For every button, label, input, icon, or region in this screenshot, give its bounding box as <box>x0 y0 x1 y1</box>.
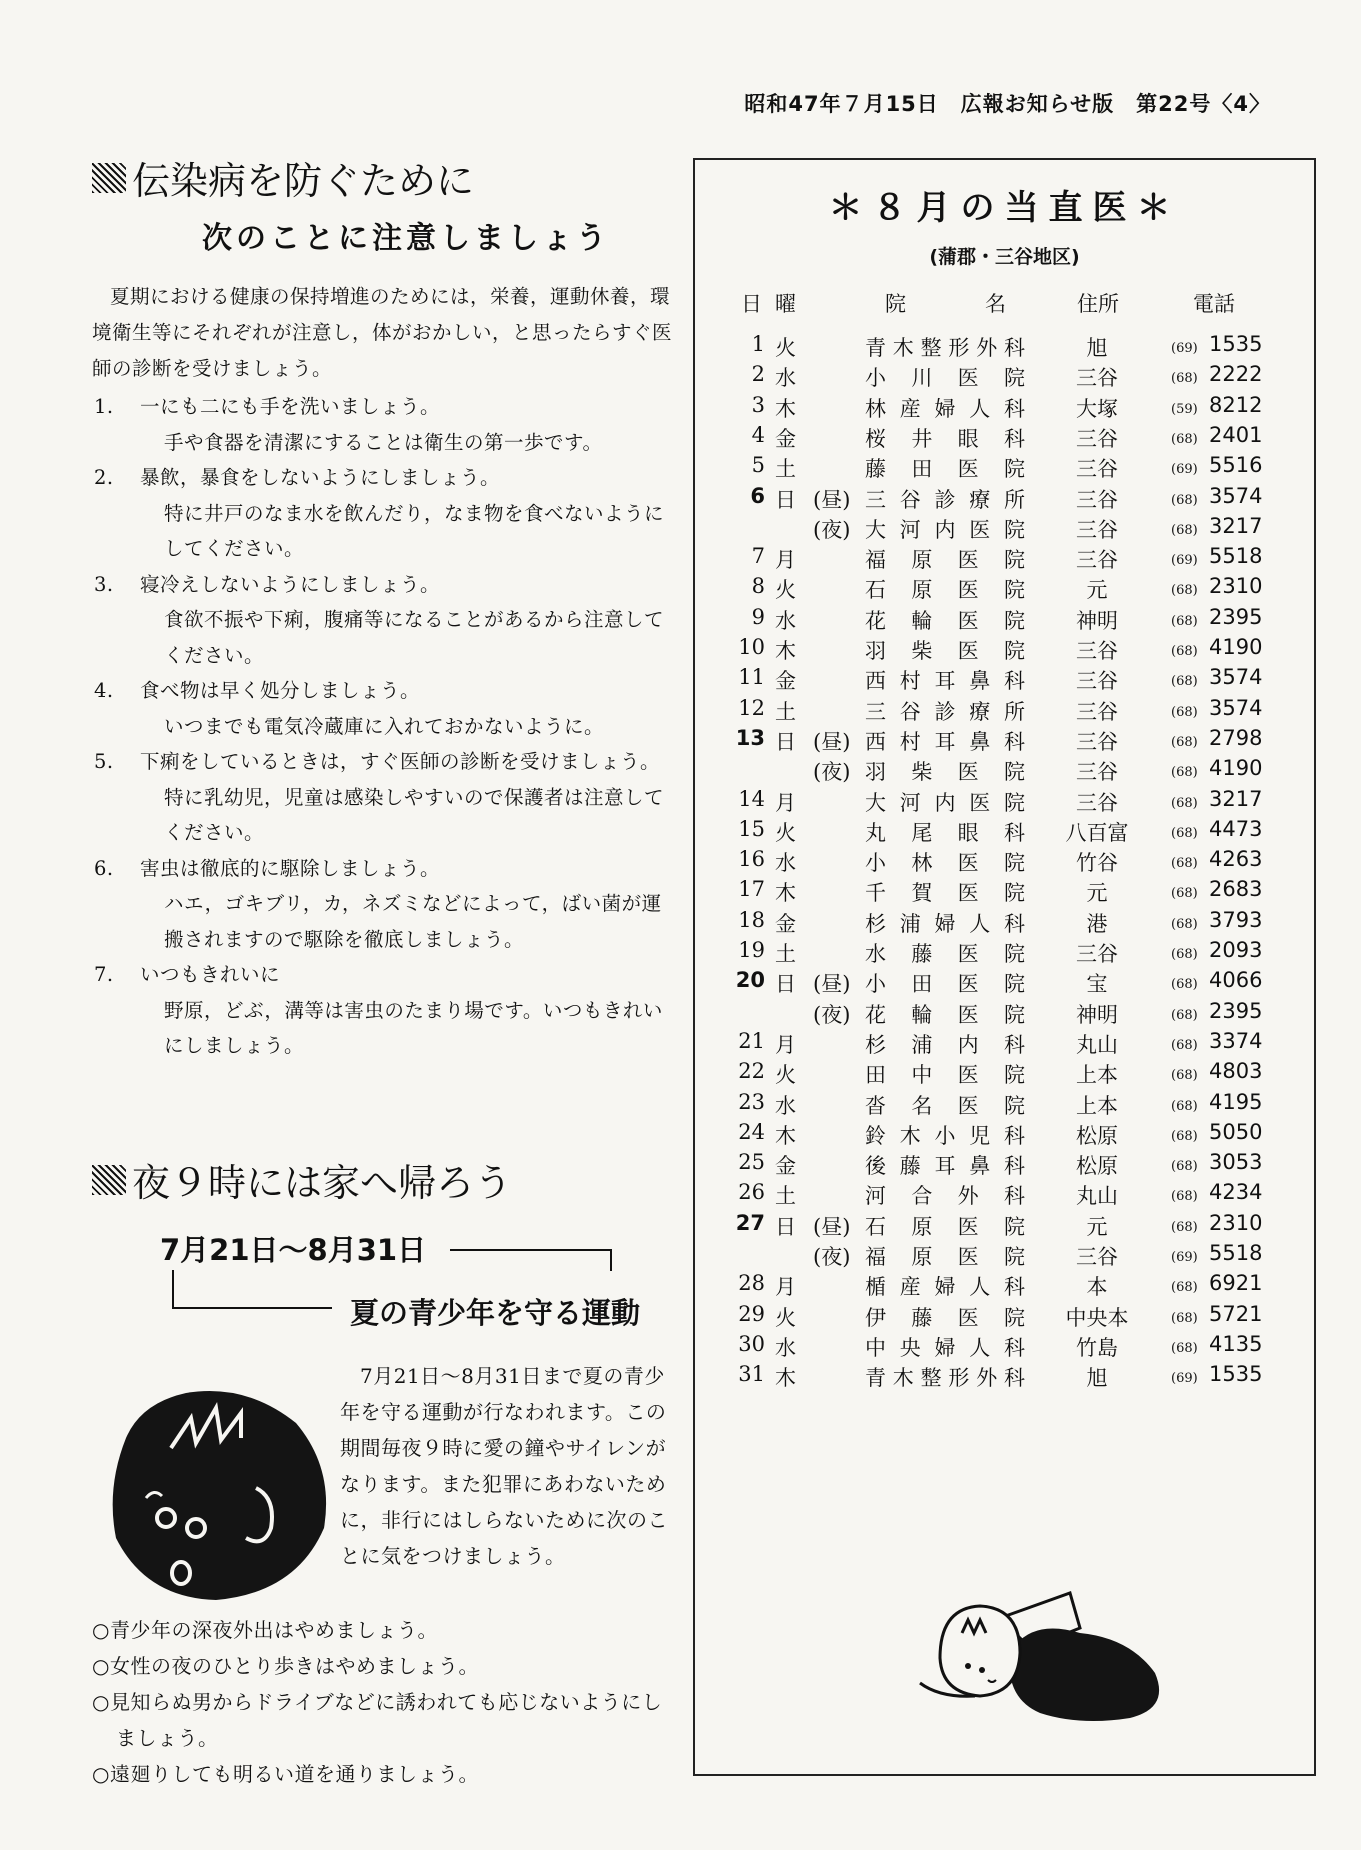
night-face-illustration <box>96 1378 336 1603</box>
cell-weekday: 水 <box>775 851 796 876</box>
cell-phone: 4234 <box>1209 1180 1263 1205</box>
cell-address: 丸山 <box>1076 1032 1118 1057</box>
cell-clinic: 中央婦人科 <box>865 1335 1025 1360</box>
cell-weekday: 月 <box>775 1275 796 1300</box>
rule-number: 5. <box>94 750 114 773</box>
cell-phone: 5721 <box>1209 1301 1263 1326</box>
cell-clinic: 楯産婦人科 <box>865 1275 1025 1300</box>
cell-shift: (夜) <box>813 1245 851 1269</box>
cell-clinic: 福原医院 <box>865 548 1025 573</box>
cell-phone: 2310 <box>1209 574 1263 599</box>
cell-area-code: (68) <box>1171 371 1198 387</box>
cell-phone: 3574 <box>1209 665 1263 690</box>
cell-address: 松原 <box>1076 1154 1118 1179</box>
cell-area-code: (68) <box>1171 674 1198 690</box>
rule-number: 6. <box>94 856 114 880</box>
cell-area-code: (69) <box>1171 462 1198 478</box>
rule-detail: ハエ，ゴキブリ，カ，ネズミなどによって，ばい菌が運搬されますので駆除を徹底しましょう。 <box>164 892 662 951</box>
cell-phone: 5518 <box>1209 544 1263 569</box>
cell-address: 三谷 <box>1076 1245 1118 1269</box>
cell-weekday: 火 <box>775 1063 796 1088</box>
cell-shift: (夜) <box>813 760 851 785</box>
cell-area-code: (68) <box>1171 704 1198 720</box>
cell-area-code: (69) <box>1171 1250 1198 1265</box>
cell-clinic: 沓名医院 <box>865 1093 1025 1118</box>
cell-address: 三谷 <box>1076 517 1118 542</box>
cell-clinic: 羽柴医院 <box>865 639 1025 663</box>
cell-clinic: 羽柴医院 <box>865 760 1025 785</box>
cell-clinic: 三谷診療所 <box>865 487 1025 512</box>
cell-day: 31 <box>738 1362 765 1387</box>
campaign-paragraph: 7月21日～8月31日まで夏の青少年を守る運動が行なわれます。この期間毎夜９時に愛の鐘やサイレンがなります。また犯罪にあわないために，非行にはしらないために次のことに気をつけましょう。 <box>340 1364 668 1568</box>
cell-shift: (昼) <box>813 487 851 512</box>
cell-area-code: (68) <box>1171 1159 1198 1175</box>
cell-area-code: (68) <box>1171 522 1198 538</box>
cell-clinic: 河合外科 <box>865 1184 1025 1209</box>
rule-detail: 特に井戸のなま水を飲んだり，なま物を食べないようにしてください。 <box>164 501 665 560</box>
cell-phone: 1535 <box>1209 332 1263 356</box>
cell-phone: 5516 <box>1209 453 1263 478</box>
hatch-mark-icon <box>92 1165 126 1195</box>
cell-day: 16 <box>738 847 765 872</box>
cell-area-code: (68) <box>1171 1007 1198 1023</box>
cell-weekday: 土 <box>775 457 796 482</box>
infection-section <box>92 150 672 1064</box>
cell-address: 竹谷 <box>1076 851 1118 876</box>
cell-phone: 5518 <box>1209 1241 1263 1265</box>
cell-weekday: 木 <box>775 1366 796 1391</box>
cell-clinic: 小田医院 <box>865 972 1025 997</box>
sleeping-child-illustration <box>880 1578 1180 1728</box>
cell-area-code: (68) <box>1171 825 1198 841</box>
cell-phone: 2395 <box>1209 604 1263 629</box>
cell-phone: 4803 <box>1209 1059 1263 1084</box>
cell-address: 三谷 <box>1076 366 1118 391</box>
rule-number: 4. <box>94 679 114 702</box>
rule-item <box>92 567 672 674</box>
cell-day: 10 <box>738 635 765 659</box>
cell-area-code: (68) <box>1171 1219 1198 1235</box>
section-title-text: 伝染病を防ぐために <box>132 159 475 203</box>
cell-day: 23 <box>738 1089 765 1114</box>
cell-phone: 3374 <box>1209 1028 1263 1053</box>
cell-clinic: 水藤医院 <box>865 942 1025 966</box>
cell-day: 24 <box>738 1119 765 1144</box>
header-weekday: 曜 <box>775 292 796 316</box>
cell-weekday: 土 <box>775 699 796 724</box>
cell-day: 15 <box>738 816 765 841</box>
cell-area-code: (68) <box>1171 1068 1198 1084</box>
warning-item: ○女性の夜のひとり歩きはやめましょう。 <box>92 1654 479 1678</box>
cell-area-code: (68) <box>1171 1189 1198 1205</box>
cell-address: 上本 <box>1076 1093 1118 1118</box>
cell-weekday: 日 <box>775 729 796 754</box>
cell-address: 港 <box>1086 911 1108 936</box>
cell-clinic: 三谷診療所 <box>865 699 1025 724</box>
bracket-line <box>172 1307 332 1309</box>
cell-address: 三谷 <box>1076 548 1118 573</box>
cell-weekday: 日 <box>775 972 796 997</box>
header-clinic-1: 院 <box>885 292 906 316</box>
cell-clinic: 青木整形外科 <box>865 336 1025 360</box>
cell-phone: 2222 <box>1209 362 1263 387</box>
cell-day: 30 <box>738 1331 765 1356</box>
cell-weekday: 金 <box>775 911 796 936</box>
cell-phone: 3053 <box>1209 1150 1263 1175</box>
rule-heading: 害虫は徹底的に駆除しましょう。 <box>140 856 441 880</box>
cell-clinic: 石原医院 <box>865 578 1025 603</box>
cell-phone: 3574 <box>1209 483 1263 508</box>
cell-area-code: (68) <box>1171 613 1198 629</box>
cell-phone: 4263 <box>1209 847 1263 872</box>
cell-clinic: 小林医院 <box>865 851 1025 876</box>
cell-day: 20 <box>735 968 765 993</box>
section-title <box>92 150 672 205</box>
cell-clinic: 杉浦婦人科 <box>865 911 1025 936</box>
rule-detail: いつまでも電気冷蔵庫に入れておかないように。 <box>164 714 605 738</box>
cell-weekday: 金 <box>775 426 796 451</box>
cell-address: 三谷 <box>1076 639 1118 663</box>
cell-phone: 2395 <box>1209 998 1263 1023</box>
cell-phone: 3217 <box>1209 513 1263 538</box>
cell-address: 上本 <box>1076 1063 1118 1088</box>
cell-area-code: (69) <box>1171 341 1198 356</box>
cell-address: 中央本 <box>1065 1305 1129 1330</box>
cell-area-code: (69) <box>1171 1371 1198 1387</box>
cell-area-code: (68) <box>1171 1280 1198 1296</box>
rule-number: 7. <box>94 963 114 986</box>
cell-phone: 4066 <box>1209 968 1263 993</box>
cell-day: 11 <box>738 665 765 690</box>
cell-phone: 3217 <box>1209 786 1263 811</box>
cell-address: 三谷 <box>1076 487 1118 512</box>
cell-area-code: (68) <box>1171 431 1198 447</box>
cell-clinic: 伊藤医院 <box>865 1305 1025 1330</box>
cell-phone: 6921 <box>1209 1271 1263 1296</box>
cell-phone: 3574 <box>1209 695 1263 720</box>
section-title-text: 夜９時には家へ帰ろう <box>132 1161 513 1205</box>
cell-weekday: 水 <box>775 1093 796 1118</box>
cell-area-code: (68) <box>1171 856 1198 872</box>
header-clinic-2: 名 <box>985 292 1006 316</box>
cell-clinic: 西村耳鼻科 <box>865 729 1025 754</box>
cell-day: 8 <box>751 574 765 599</box>
warning-item: ○遠廻りしても明るい道を通りましょう。 <box>92 1762 479 1786</box>
cell-day: 3 <box>751 392 765 417</box>
cell-phone: 2401 <box>1209 422 1263 447</box>
rule-heading: 寝冷えしないようにしましょう。 <box>140 572 441 596</box>
bracket-line <box>610 1249 612 1271</box>
cell-phone: 4195 <box>1209 1089 1263 1114</box>
cell-weekday: 水 <box>775 366 796 391</box>
cell-address: 三谷 <box>1076 760 1118 785</box>
cell-clinic: 丸尾眼科 <box>865 820 1025 845</box>
cell-area-code: (68) <box>1171 947 1198 962</box>
cell-phone: 3793 <box>1209 907 1263 932</box>
cell-address: 竹島 <box>1076 1335 1118 1360</box>
cell-address: 元 <box>1086 1214 1108 1239</box>
rule-detail: 食欲不振や下痢，腹痛等になることがあるから注意してください。 <box>164 608 665 667</box>
cell-clinic: 田中医院 <box>865 1063 1025 1088</box>
cell-weekday: 木 <box>775 1123 796 1148</box>
rule-number: 1. <box>94 395 114 418</box>
cell-area-code: (68) <box>1171 886 1198 902</box>
rule-detail: 特に乳幼児，児童は感染しやすいので保護者は注意してください。 <box>164 785 665 844</box>
cell-area-code: (68) <box>1171 795 1198 811</box>
cell-weekday: 木 <box>775 639 796 663</box>
cell-address: 三谷 <box>1076 790 1118 815</box>
cell-phone: 8212 <box>1209 392 1263 417</box>
cell-clinic: 青木整形外科 <box>865 1366 1025 1391</box>
rule-heading: 下痢をしているときは，すぐ医師の診断を受けましょう。 <box>140 750 661 773</box>
cell-address: 神明 <box>1076 608 1118 633</box>
cell-area-code: (69) <box>1171 553 1198 569</box>
cell-area-code: (68) <box>1171 1128 1198 1144</box>
rule-heading: 暴飲，暴食をしないようにしましょう。 <box>140 466 501 489</box>
header-address: 住所 <box>1077 292 1119 316</box>
doctor-schedule-box <box>693 158 1316 1776</box>
cell-area-code: (68) <box>1171 977 1198 993</box>
cell-phone: 2683 <box>1209 877 1263 902</box>
cell-address: 三谷 <box>1076 699 1118 724</box>
cell-day: 14 <box>738 786 765 811</box>
cell-day: 19 <box>738 938 765 962</box>
cell-phone: 4473 <box>1209 816 1263 841</box>
header-day: 日 <box>741 292 762 316</box>
cell-address: 神明 <box>1076 1002 1118 1027</box>
rule-number: 3. <box>94 572 114 596</box>
rule-item <box>92 460 672 567</box>
cell-weekday: 月 <box>775 548 796 573</box>
cell-day: 13 <box>735 725 765 750</box>
schedule-title: ＊８月の当直医＊ <box>828 188 1181 228</box>
cell-phone: 4190 <box>1209 635 1263 659</box>
rule-item <box>92 673 672 744</box>
cell-address: 丸山 <box>1076 1184 1118 1209</box>
cell-phone: 4190 <box>1209 756 1263 781</box>
bracket-line <box>450 1249 610 1251</box>
rule-heading: いつもきれいに <box>140 963 281 986</box>
cell-clinic: 大河内医院 <box>865 790 1025 815</box>
cell-area-code: (68) <box>1171 1310 1198 1326</box>
cell-shift: (昼) <box>813 972 851 997</box>
rule-item <box>92 389 672 460</box>
cell-weekday: 木 <box>775 396 796 421</box>
cell-clinic: 大河内医院 <box>865 517 1025 542</box>
cell-clinic: 石原医院 <box>865 1214 1025 1239</box>
warning-item: ○見知らぬ男からドライブなどに誘われても応じないようにしましょう。 <box>92 1690 663 1750</box>
cell-weekday: 日 <box>775 1214 796 1239</box>
cell-day: 17 <box>738 877 765 902</box>
cell-address: 三谷 <box>1076 457 1118 482</box>
cell-shift: (夜) <box>813 517 851 542</box>
cell-area-code: (59) <box>1171 401 1198 417</box>
cell-area-code: (68) <box>1171 492 1198 508</box>
campaign-banner <box>160 1228 640 1338</box>
header-phone: 電話 <box>1193 292 1235 316</box>
bracket-line <box>172 1270 174 1307</box>
cell-weekday: 月 <box>775 1032 796 1057</box>
cell-weekday: 月 <box>775 790 796 815</box>
rule-item <box>92 851 672 958</box>
cell-clinic: 福原医院 <box>865 1245 1025 1269</box>
cell-clinic: 西村耳鼻科 <box>865 669 1025 694</box>
cell-weekday: 火 <box>775 820 796 845</box>
cell-day: 1 <box>751 332 765 356</box>
rule-item <box>92 957 672 1064</box>
cell-shift: (夜) <box>813 1002 851 1027</box>
cell-clinic: 小川医院 <box>865 366 1025 391</box>
cell-phone: 4135 <box>1209 1331 1263 1356</box>
cell-clinic: 杉浦内科 <box>865 1032 1025 1057</box>
rule-heading: 食べ物は早く処分しましょう。 <box>140 679 421 702</box>
cell-shift: (昼) <box>813 729 851 754</box>
cell-day: 7 <box>751 544 765 569</box>
cell-weekday: 火 <box>775 1305 796 1330</box>
cell-shift: (昼) <box>813 1214 851 1239</box>
rule-detail: 野原，どぶ，溝等は害虫のたまり場です。いつもきれいにしましょう。 <box>164 998 663 1057</box>
rule-detail: 手や食器を清潔にすることは衛生の第一歩です。 <box>164 430 603 454</box>
intro-paragraph: 夏期における健康の保持増進のためには，栄養，運動休養，環境衛生等にそれぞれが注意し，体がおかしい，と思ったらすぐ医師の診断を受けましょう。 <box>92 285 673 380</box>
cell-phone: 5050 <box>1209 1119 1263 1144</box>
cell-clinic: 藤田医院 <box>865 457 1025 482</box>
cell-area-code: (68) <box>1171 1098 1198 1114</box>
cell-clinic: 花輪医院 <box>865 1002 1025 1027</box>
cell-address: 旭 <box>1086 336 1108 360</box>
cell-address: 旭 <box>1086 1366 1108 1391</box>
section-subtitle: 次のことに注意しましょう <box>202 221 610 256</box>
cell-phone: 2093 <box>1209 938 1263 962</box>
cell-day: 26 <box>738 1180 765 1205</box>
cell-weekday: 木 <box>775 881 796 906</box>
cell-address: 元 <box>1086 578 1108 603</box>
cell-weekday: 金 <box>775 669 796 694</box>
cell-day: 12 <box>738 695 765 720</box>
cell-phone: 1535 <box>1209 1362 1263 1387</box>
cell-weekday: 金 <box>775 1154 796 1179</box>
cell-day: 21 <box>738 1028 765 1053</box>
warning-list <box>92 1612 682 1792</box>
cell-area-code: (68) <box>1171 644 1198 659</box>
cell-phone: 2798 <box>1209 725 1263 750</box>
cell-day: 22 <box>738 1059 765 1084</box>
warning-item: ○青少年の深夜外出はやめましょう。 <box>92 1618 438 1642</box>
cell-day: 29 <box>738 1301 765 1326</box>
cell-area-code: (68) <box>1171 765 1198 781</box>
cell-weekday: 土 <box>775 1184 796 1209</box>
hatch-mark-icon <box>92 163 126 193</box>
cell-address: 大塚 <box>1076 396 1118 421</box>
cell-clinic: 後藤耳鼻科 <box>865 1154 1025 1179</box>
cell-address: 三谷 <box>1076 729 1118 754</box>
cell-weekday: 火 <box>775 336 796 360</box>
cell-area-code: (68) <box>1171 734 1198 750</box>
cell-area-code: (68) <box>1171 1340 1198 1356</box>
cell-day: 18 <box>738 907 765 932</box>
cell-address: 松原 <box>1076 1123 1118 1148</box>
cell-clinic: 林産婦人科 <box>865 396 1025 421</box>
cell-clinic: 鈴木小児科 <box>865 1123 1025 1148</box>
cell-address: 三谷 <box>1076 669 1118 694</box>
cell-address: 三谷 <box>1076 942 1118 966</box>
cell-day: 25 <box>738 1150 765 1175</box>
cell-weekday: 土 <box>775 942 796 966</box>
cell-day: 27 <box>735 1210 765 1235</box>
cell-weekday: 火 <box>775 578 796 603</box>
cell-day: 6 <box>750 483 765 508</box>
rule-heading: 一にも二にも手を洗いましょう。 <box>140 395 441 418</box>
cell-day: 5 <box>751 453 765 478</box>
cell-area-code: (68) <box>1171 916 1198 932</box>
cell-area-code: (68) <box>1171 583 1198 599</box>
cell-clinic: 桜井眼科 <box>865 426 1025 451</box>
rule-item <box>92 744 672 851</box>
table-row <box>695 1362 1314 1398</box>
cell-address: 宝 <box>1086 972 1108 997</box>
curfew-section-title <box>92 1152 512 1207</box>
cell-address: 本 <box>1086 1275 1108 1300</box>
cell-area-code: (68) <box>1171 1037 1198 1053</box>
cell-weekday: 水 <box>775 1335 796 1360</box>
cell-address: 八百富 <box>1065 820 1129 845</box>
issue-header: 昭和47年７月15日 広報お知らせ版 第22号〈4〉 <box>744 92 1271 116</box>
cell-clinic: 千賀医院 <box>865 881 1025 906</box>
campaign-dates: 7月21日～8月31日 <box>160 1233 427 1267</box>
rule-number: 2. <box>94 466 114 489</box>
rule-list <box>92 389 672 1064</box>
cell-day: 9 <box>751 604 765 629</box>
cell-address: 三谷 <box>1076 426 1118 451</box>
cell-day: 28 <box>738 1271 765 1296</box>
campaign-name: 夏の青少年を守る運動 <box>349 1296 640 1330</box>
cell-phone: 2310 <box>1209 1210 1263 1235</box>
cell-day: 4 <box>751 422 765 447</box>
table-header <box>695 288 1314 324</box>
cell-address: 元 <box>1086 881 1108 906</box>
cell-weekday: 日 <box>775 487 796 512</box>
cell-day: 2 <box>751 362 765 387</box>
schedule-subtitle: (蒲郡・三谷地区) <box>929 246 1080 268</box>
cell-weekday: 水 <box>775 608 796 633</box>
cell-clinic: 花輪医院 <box>865 608 1025 633</box>
